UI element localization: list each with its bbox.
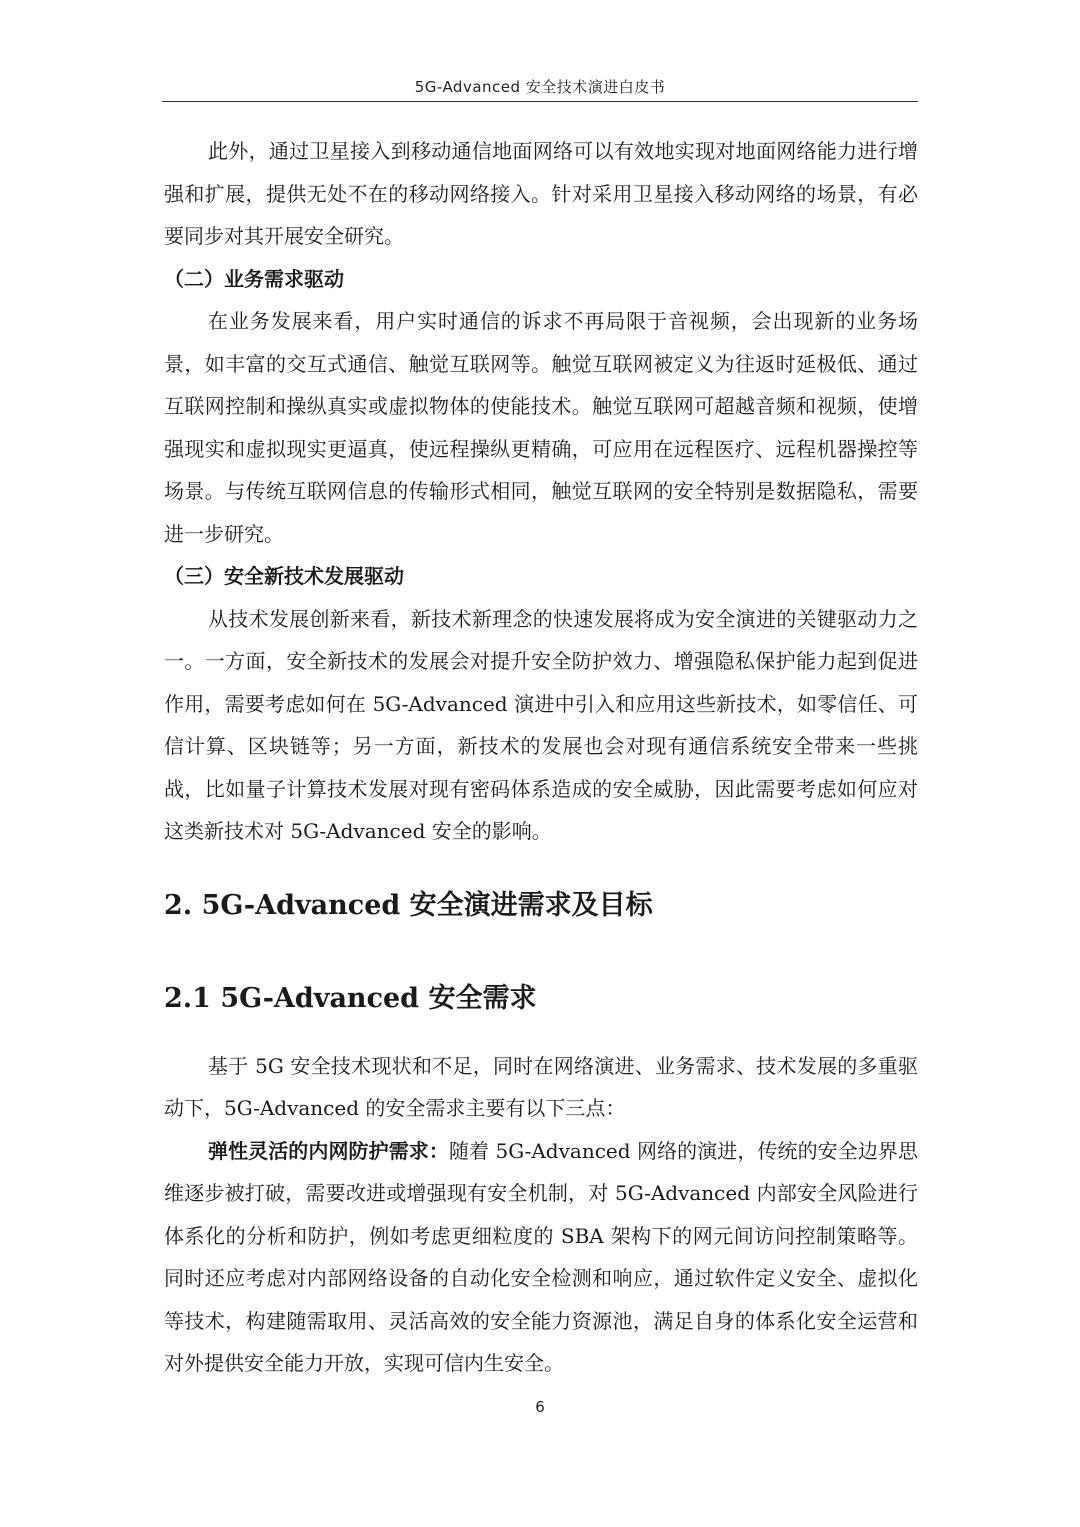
paragraph-requirement-1	[164, 1130, 918, 1385]
header-rule	[162, 101, 918, 102]
page-body	[164, 130, 918, 1385]
running-header: 5G-Advanced 安全技术演进白皮书	[414, 78, 666, 96]
requirement-1-lead: 弹性灵活的内网防护需求：	[208, 1138, 449, 1163]
requirement-1-text: 随着 5G-Advanced 网络的演进，传统的安全边界思维逐步被打破，需要改进或增强现有安全机制，对 5G-Advanced 内部安全风险进行体系化的分析和防护，例如考虑更细粒度的 SBA 架构下的网元间访问控制策略等。同时还应考虑对内部网络设备的自动化安全检测和响应，通过软件定义安全、虚拟化等技术，构建随需取用、灵活高效的安全能力资源池，满足自身的体系化安全运营和对外提供安全能力开放，实现可信内生安全。	[164, 1138, 918, 1375]
section-2-heading: 2. 5G-Advanced 安全演进需求及目标	[164, 889, 653, 921]
paragraph-requirements-intro: 基于 5G 安全技术现状和不足，同时在网络演进、业务需求、技术发展的多重驱动下，5G-Advanced 的安全需求主要有以下三点：	[164, 1053, 918, 1120]
paragraph-security-tech-driven: 从技术发展创新来看，新技术新理念的快速发展将成为安全演进的关键驱动力之一。一方面，安全新技术的发展会对提升安全防护效力、增强隐私保护能力起到促进作用，需要考虑如何在 5G-Advanced 演进中引入和应用这些新技术，如零信任、可信计算、区块链等；另一方面，新技术的发展也会对现有通信系统安全带来一些挑战，比如量子计算技术发展对现有密码体系造成的安全威胁，因此需要考虑如何应对这类新技术对 5G-Advanced 安全的影响。	[164, 606, 918, 843]
page-number: 6	[535, 1398, 545, 1416]
paragraph-business-driven: 在业务发展来看，用户实时通信的诉求不再局限于音视频，会出现新的业务场景，如丰富的交互式通信、触觉互联网等。触觉互联网被定义为往返时延极低、通过互联网控制和操纵真实或虚拟物体的使能技术。触觉互联网可超越音频和视频，使增强现实和虚拟现实更逼真，使远程操纵更精确，可应用在远程医疗、远程机器操控等场景。与传统互联网信息的传输形式相同，触觉互联网的安全特别是数据隐私，需要进一步研究。	[164, 309, 918, 546]
paragraph-satellite-access: 此外，通过卫星接入到移动通信地面网络可以有效地实现对地面网络能力进行增强和扩展，提供无处不在的移动网络接入。针对采用卫星接入移动网络的场景，有必要同步对其开展安全研究。	[164, 139, 918, 248]
section-2-1-heading: 2.1 5G-Advanced 安全需求	[164, 982, 537, 1014]
subheading-security-tech-driven: （三）安全新技术发展驱动	[164, 564, 404, 588]
subheading-business-driven: （二）业务需求驱动	[164, 266, 344, 291]
